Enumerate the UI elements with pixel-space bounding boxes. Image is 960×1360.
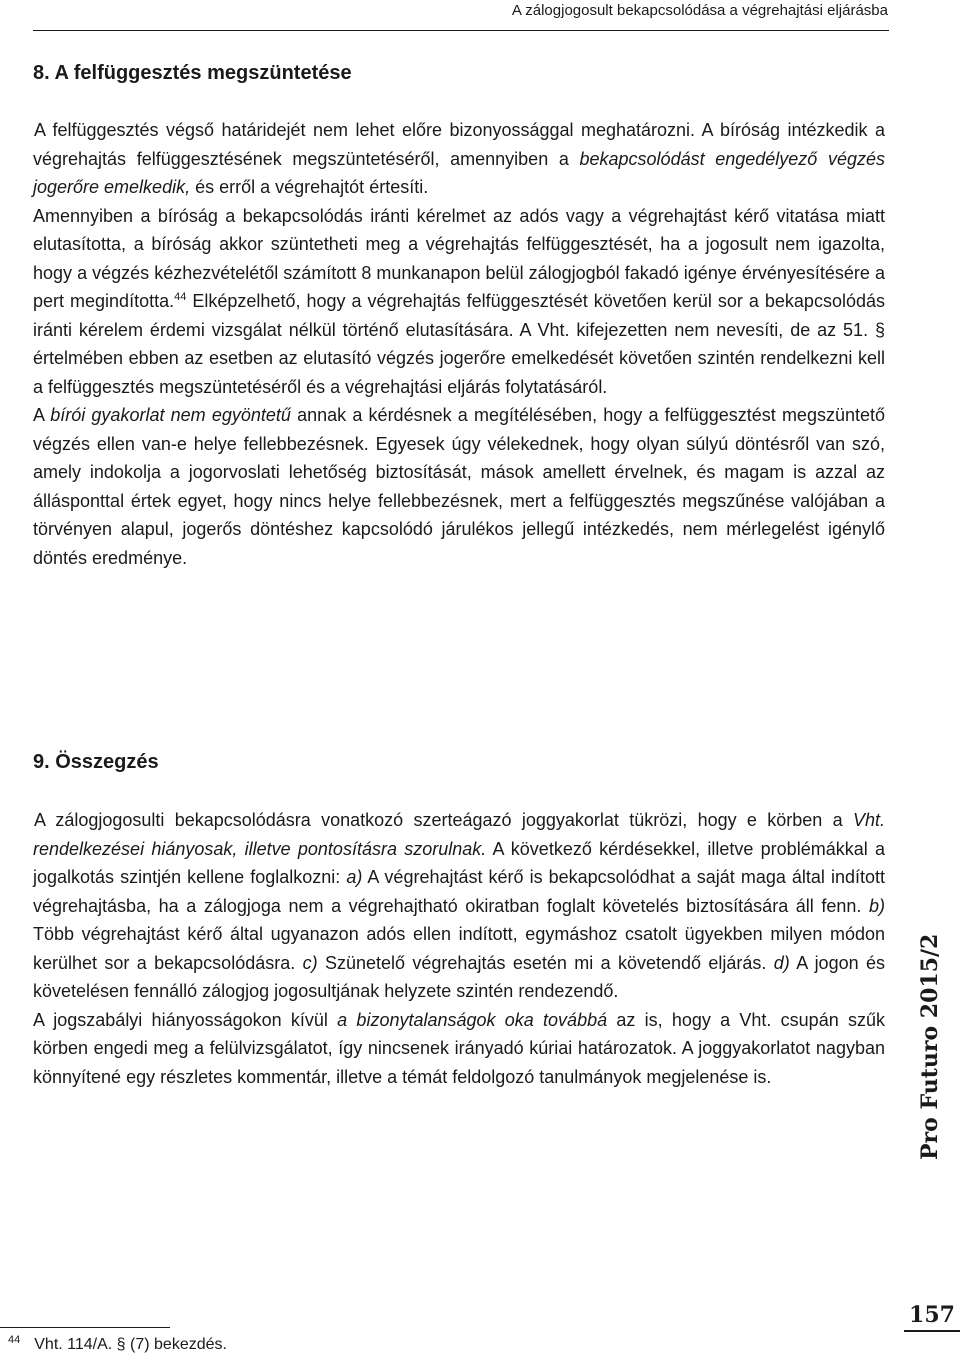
section-8-heading: 8. A felfüggesztés megszüntetése <box>33 62 352 84</box>
paragraph: A bírói gyakorlat nem egyöntetű annak a kérdésnek a megítélésében, hogy a felfüggesztést megszüntető végzés ellen van-e helye fellebbezésnek. Egyesek úgy vélekednek, hogy olyan súlyú döntésről van szó, amely indokolja a jogorvoslati lehetőség biztosítását, mások amellett érvelnek, és magam is azzal az állásponttal értek egyet, hogy nincs helye fellebbezésnek, mert a felfüggesztés megszűnése valójában a törvényen alapul, jogerős döntéshez kapcsolódó járulékos jellegű intézkedés, nem mérlegelést igénylő döntés eredménye. <box>33 405 885 568</box>
emphasis: bekapcsolódást engedélyező végzés jogerőre emelkedik, <box>33 148 885 197</box>
emphasis: Vht. rendelkezései hiányosak, illetve pontosításra szorulnak. <box>33 810 885 859</box>
paragraph: A zálogjogosulti bekapcsolódásra vonatkozó szerteágazó joggyakorlat tükrözi, hogy e körben a Vht. rendelkezései hiányosak, illetve pontosításra szorulnak. A következő kérdésekkel, illetve problémákkal a jogalkotás szintjén kellene foglalkozni: a) A végrehajtást kérő is bekapcsolódhat a saját maga által indított végrehajtásba, ha a zálogjoga nem a végrehajtható okiratban foglalt követelés biztosítására áll fenn. b) Több végrehajtást kérő által ugyanazon adós ellen indított, egymáshoz csatolt ügyekben milyen módon kerülhet sor a bekapcsolódásra. c) Szünetelő végrehajtás esetén mi a követendő eljárás. d) A jogon és követelésen fennálló zálogjog jogosultjának helyzete szintén rendezendő. <box>33 810 885 1001</box>
section-9-body <box>33 806 885 1091</box>
footnote-mark: 44 <box>8 1333 21 1346</box>
paragraph: Amennyiben a bíróság a bekapcsolódás iránti kérelmet az adós vagy a végrehajtást kérő vitatása miatt elutasította, a bíróság akkor szüntetheti meg a végrehajtás felfüggesztését, ha a jogosult nem igazolta, hogy a végzés kézhezvételétől számított 8 munkanapon belül zálogjogból fakadó igénye érvényesítésére a pert megindította.$^{44}$ Elképzelhető, hogy a végrehajtás felfüggesztését követően kerül sor a bekapcsolódás iránti kérelem érdemi vizsgálat nélkül történő elutasítására. A Vht. kifejezetten nem nevesíti, de az 51. § értelmében ebben az esetben az elutasító végzés jogerőre emelkedését követően szintén rendelkezni kell a felfüggesztés megszüntetéséről és a végrehajtási eljárás folytatásáról. <box>33 205 885 397</box>
item-label: b) <box>868 895 885 916</box>
footnote-ref: 44 <box>174 291 187 303</box>
footnote-text: Vht. 114/A. § (7) bekezdés. <box>34 1336 227 1353</box>
page-number-rule <box>904 1330 960 1332</box>
footnote-rule <box>0 1327 170 1328</box>
paragraph: A jogszabályi hiányosságokon kívül a bizonytalanságok oka továbbá az is, hogy a Vht. csupán szűk körben engedi meg a felülvizsgálatot, így nincsenek irányadó kúriai határozatok. A joggyakorlatot nagyban könnyítené egy részletes kommentár, illetve a témát feldolgozó tanulmányok megjelenése is. <box>33 1009 885 1087</box>
section-9-heading: 9. Összegzés <box>33 751 159 773</box>
emphasis: a bizonytalanságok oka továbbá <box>337 1009 608 1030</box>
item-label: a) <box>346 867 363 887</box>
journal-title: Pro Futuro 2015/2 <box>917 933 943 1160</box>
running-header: A zálogjogosult bekapcsolódása a végrehajtási eljárásba <box>511 2 888 19</box>
item-label: d) <box>773 952 790 973</box>
emphasis: bírói gyakorlat nem egyöntetű <box>50 405 291 425</box>
header-rule <box>33 30 889 31</box>
footnote <box>8 1333 227 1357</box>
item-label: c) <box>302 952 318 973</box>
paragraph: A felfüggesztés végső határidejét nem lehet előre bizonyossággal meghatározni. A bíróság intézkedik a végrehajtás felfüggesztésének megszüntetéséről, amennyiben a bekapcsolódást engedélyező végzés jogerőre emelkedik, és erről a végrehajtót értesíti. <box>33 120 885 197</box>
section-8-body <box>33 116 885 572</box>
page-number: 157 <box>909 1302 955 1328</box>
